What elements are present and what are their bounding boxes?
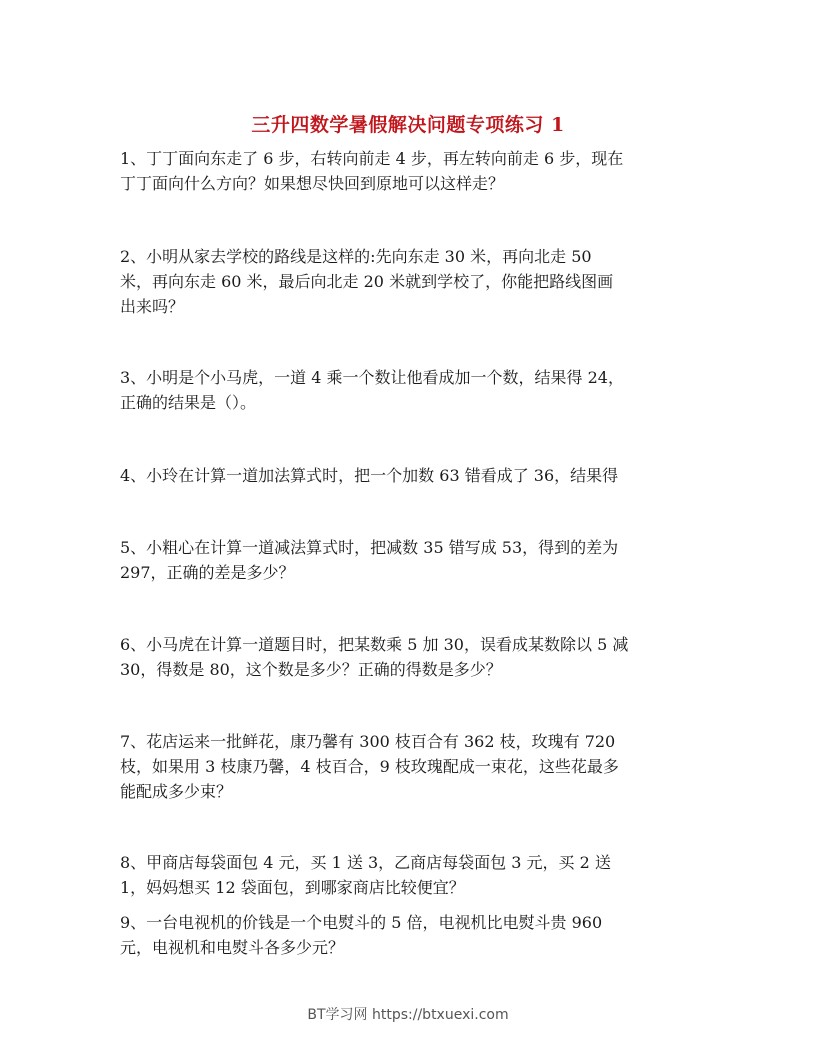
question-line: 7、花店运来一批鲜花，康乃馨有 300 枝百合有 362 枝，玫瑰有 720 — [120, 732, 616, 751]
question-8 — [120, 850, 700, 900]
page-title: 三升四数学暑假解决问题专项练习 1 — [251, 114, 565, 136]
question-line: 4、小玲在计算一道加法算式时，把一个加数 63 错看成了 36，结果得 — [120, 466, 619, 485]
question-line: 9、一台电视机的价钱是一个电熨斗的 5 倍，电视机比电熨斗贵 960 — [120, 913, 603, 932]
question-line: 出来吗？ — [120, 297, 185, 316]
question-7 — [120, 729, 700, 804]
question-line: 297，正确的差是多少？ — [120, 563, 295, 582]
question-line: 1，妈妈想买 12 袋面包，到哪家商店比较便宜？ — [120, 878, 465, 897]
question-line: 6、小马虎在计算一道题目时，把某数乘 5 加 30，误看成某数除以 5 减 — [120, 635, 629, 654]
question-1 — [120, 146, 700, 196]
question-line: 丁丁面向什么方向？如果想尽快回到原地可以这样走？ — [120, 174, 505, 193]
question-line: 3、小明是个小马虎，一道 4 乘一个数让他看成加一个数，结果得 24， — [120, 368, 624, 387]
question-line: 枝，如果用 3 枝康乃馨，4 枝百合，9 枝玫瑰配成一束花，这些花最多 — [120, 757, 619, 776]
question-line: 2、小明从家去学校的路线是这样的:先向东走 30 米，再向北走 50 — [120, 247, 592, 266]
question-line: 正确的结果是（）。 — [120, 393, 257, 412]
question-5 — [120, 535, 700, 585]
question-line: 5、小粗心在计算一道减法算式时，把减数 35 错写成 53，得到的差为 — [120, 538, 619, 557]
question-line: 能配成多少束？ — [120, 782, 233, 801]
footer-link[interactable]: BT学习网 https://btxuexi.com — [307, 1007, 509, 1023]
question-3 — [120, 365, 700, 415]
question-line: 1、丁丁面向东走了 6 步，右转向前走 4 步，再左转向前走 6 步，现在 — [120, 149, 624, 168]
question-line: 30，得数是 80，这个数是多少？正确的得数是多少？ — [120, 660, 502, 679]
question-2 — [120, 244, 700, 319]
question-line: 元，电视机和电熨斗各多少元？ — [120, 938, 345, 957]
question-line: 8、甲商店每袋面包 4 元，买 1 送 3，乙商店每袋面包 3 元，买 2 送 — [120, 853, 611, 872]
question-4 — [120, 463, 700, 488]
question-6 — [120, 632, 700, 682]
question-line: 米，再向东走 60 米，最后向北走 20 米就到学校了，你能把路线图画 — [120, 272, 614, 291]
question-9 — [120, 910, 700, 960]
